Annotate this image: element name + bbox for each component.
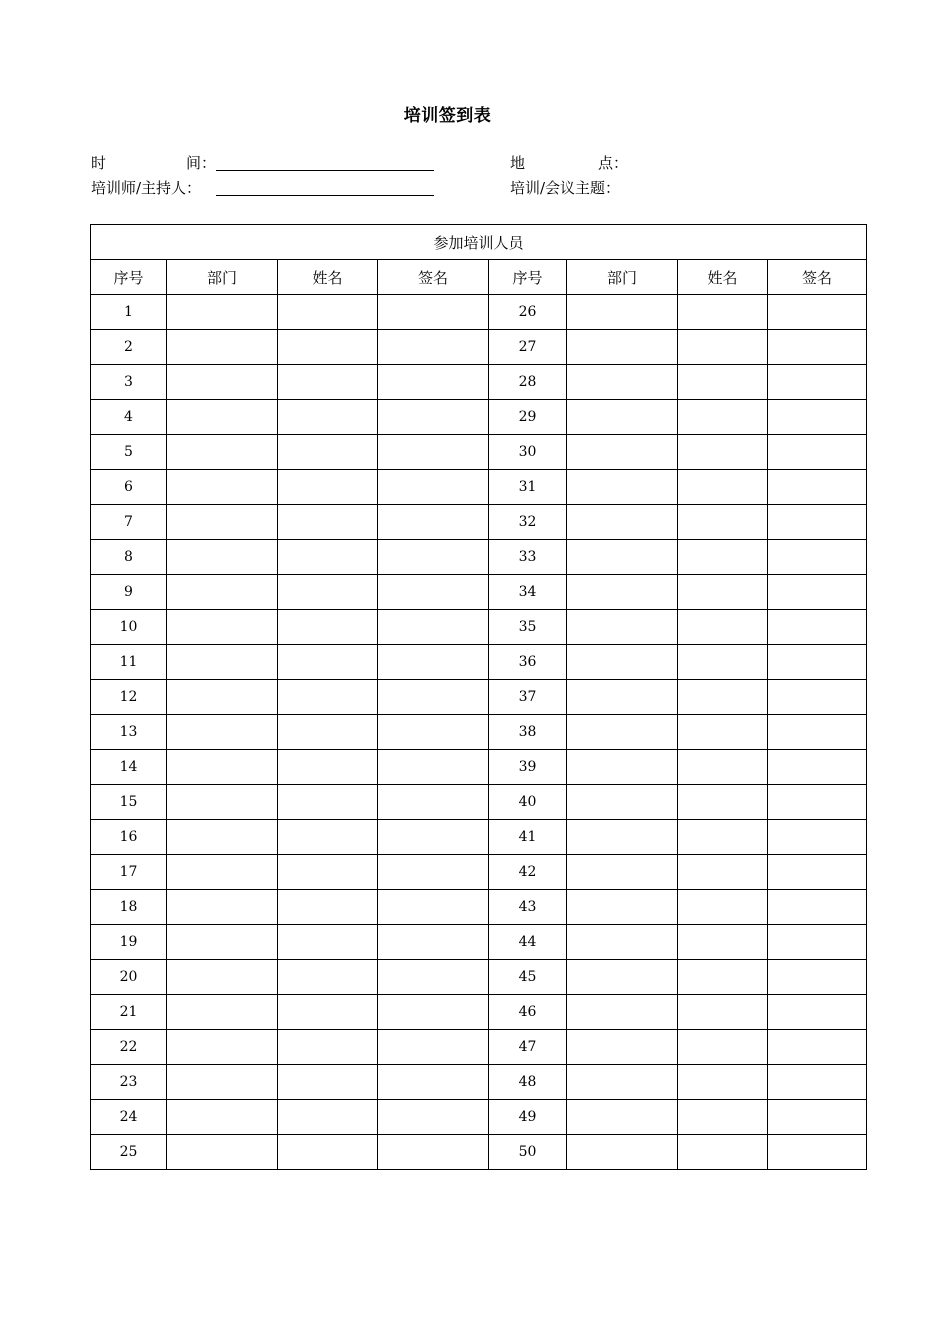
name-cell-right[interactable] bbox=[678, 610, 768, 645]
dept-cell-right[interactable] bbox=[567, 1100, 678, 1135]
time-label-part-1: 时 bbox=[91, 154, 107, 172]
name-cell-right[interactable] bbox=[678, 680, 768, 715]
table-row bbox=[91, 680, 867, 715]
dept-cell-left[interactable] bbox=[167, 505, 278, 540]
sign-cell-right[interactable] bbox=[768, 365, 867, 400]
sign-cell-right[interactable] bbox=[768, 1100, 867, 1135]
dept-cell-right[interactable] bbox=[567, 960, 678, 995]
table-row bbox=[91, 470, 867, 505]
sign-cell-left[interactable] bbox=[378, 925, 489, 960]
seq-cell-right: 46 bbox=[489, 995, 567, 1030]
name-cell-left[interactable] bbox=[278, 470, 378, 505]
dept-cell-right[interactable] bbox=[567, 680, 678, 715]
seq-cell-left: 7 bbox=[91, 505, 167, 540]
table-row bbox=[91, 1030, 867, 1065]
dept-cell-left[interactable] bbox=[167, 295, 278, 330]
name-cell-right[interactable] bbox=[678, 1030, 768, 1065]
col-header-name-right: 姓名 bbox=[678, 260, 768, 295]
name-cell-right[interactable] bbox=[678, 820, 768, 855]
col-header-sign-right: 签名 bbox=[768, 260, 867, 295]
dept-cell-right[interactable] bbox=[567, 330, 678, 365]
dept-cell-left[interactable] bbox=[167, 1135, 278, 1170]
dept-cell-right[interactable] bbox=[567, 820, 678, 855]
seq-cell-left: 13 bbox=[91, 715, 167, 750]
sign-cell-right[interactable] bbox=[768, 995, 867, 1030]
time-label-part-2: 间： bbox=[185, 154, 216, 172]
seq-cell-right: 29 bbox=[489, 400, 567, 435]
dept-cell-left[interactable] bbox=[167, 330, 278, 365]
seq-cell-right: 43 bbox=[489, 890, 567, 925]
seq-cell-right: 42 bbox=[489, 855, 567, 890]
seq-cell-left: 11 bbox=[91, 645, 167, 680]
name-cell-left[interactable] bbox=[278, 645, 378, 680]
seq-cell-right: 41 bbox=[489, 820, 567, 855]
dept-cell-right[interactable] bbox=[567, 855, 678, 890]
sign-cell-right[interactable] bbox=[768, 540, 867, 575]
sign-cell-left[interactable] bbox=[378, 820, 489, 855]
name-cell-left[interactable] bbox=[278, 785, 378, 820]
seq-cell-right: 34 bbox=[489, 575, 567, 610]
sign-cell-left[interactable] bbox=[378, 855, 489, 890]
seq-cell-right: 49 bbox=[489, 1100, 567, 1135]
table-row bbox=[91, 365, 867, 400]
host-input-line[interactable] bbox=[216, 195, 434, 196]
sign-cell-right[interactable] bbox=[768, 785, 867, 820]
sign-cell-right[interactable] bbox=[768, 890, 867, 925]
name-cell-right[interactable] bbox=[678, 330, 768, 365]
name-cell-right[interactable] bbox=[678, 1065, 768, 1100]
seq-cell-left: 4 bbox=[91, 400, 167, 435]
table-row bbox=[91, 995, 867, 1030]
seq-cell-left: 5 bbox=[91, 435, 167, 470]
sign-cell-left[interactable] bbox=[378, 715, 489, 750]
sign-cell-right[interactable] bbox=[768, 715, 867, 750]
seq-cell-right: 28 bbox=[489, 365, 567, 400]
sign-cell-left[interactable] bbox=[378, 400, 489, 435]
name-cell-left[interactable] bbox=[278, 1065, 378, 1100]
sign-cell-left[interactable] bbox=[378, 365, 489, 400]
dept-cell-left[interactable] bbox=[167, 540, 278, 575]
dept-cell-left[interactable] bbox=[167, 890, 278, 925]
sign-cell-left[interactable] bbox=[378, 330, 489, 365]
dept-cell-left[interactable] bbox=[167, 960, 278, 995]
name-cell-left[interactable] bbox=[278, 400, 378, 435]
dept-cell-right[interactable] bbox=[567, 435, 678, 470]
seq-cell-right: 48 bbox=[489, 1065, 567, 1100]
name-cell-right[interactable] bbox=[678, 365, 768, 400]
sign-cell-right[interactable] bbox=[768, 645, 867, 680]
name-cell-right[interactable] bbox=[678, 750, 768, 785]
dept-cell-left[interactable] bbox=[167, 855, 278, 890]
table-row bbox=[91, 715, 867, 750]
name-cell-right[interactable] bbox=[678, 575, 768, 610]
seq-cell-left: 8 bbox=[91, 540, 167, 575]
sign-cell-left[interactable] bbox=[378, 435, 489, 470]
name-cell-right[interactable] bbox=[678, 505, 768, 540]
dept-cell-left[interactable] bbox=[167, 680, 278, 715]
dept-cell-right[interactable] bbox=[567, 505, 678, 540]
sign-cell-left[interactable] bbox=[378, 470, 489, 505]
info-row-host-topic bbox=[91, 177, 871, 199]
sign-cell-right[interactable] bbox=[768, 470, 867, 505]
dept-cell-right[interactable] bbox=[567, 750, 678, 785]
name-cell-left[interactable] bbox=[278, 330, 378, 365]
name-cell-right[interactable] bbox=[678, 1135, 768, 1170]
location-label bbox=[510, 152, 628, 173]
col-header-seq-left: 序号 bbox=[91, 260, 167, 295]
dept-cell-right[interactable] bbox=[567, 1030, 678, 1065]
seq-cell-right: 47 bbox=[489, 1030, 567, 1065]
sign-cell-right[interactable] bbox=[768, 400, 867, 435]
seq-cell-left: 1 bbox=[91, 295, 167, 330]
sign-cell-right[interactable] bbox=[768, 680, 867, 715]
col-header-seq-right: 序号 bbox=[489, 260, 567, 295]
name-cell-left[interactable] bbox=[278, 680, 378, 715]
name-cell-left[interactable] bbox=[278, 750, 378, 785]
sign-cell-left[interactable] bbox=[378, 1135, 489, 1170]
dept-cell-right[interactable] bbox=[567, 540, 678, 575]
sign-cell-left[interactable] bbox=[378, 1030, 489, 1065]
seq-cell-right: 37 bbox=[489, 680, 567, 715]
sign-cell-left[interactable] bbox=[378, 960, 489, 995]
sign-cell-right[interactable] bbox=[768, 750, 867, 785]
dept-cell-left[interactable] bbox=[167, 715, 278, 750]
dept-cell-left[interactable] bbox=[167, 610, 278, 645]
seq-cell-left: 16 bbox=[91, 820, 167, 855]
table-row bbox=[91, 610, 867, 645]
name-cell-right[interactable] bbox=[678, 540, 768, 575]
table-row bbox=[91, 505, 867, 540]
seq-cell-left: 24 bbox=[91, 1100, 167, 1135]
seq-cell-right: 38 bbox=[489, 715, 567, 750]
dept-cell-left[interactable] bbox=[167, 750, 278, 785]
table-row bbox=[91, 295, 867, 330]
table-row bbox=[91, 750, 867, 785]
sign-cell-left[interactable] bbox=[378, 610, 489, 645]
name-cell-right[interactable] bbox=[678, 470, 768, 505]
table-body bbox=[91, 295, 867, 1170]
sign-cell-right[interactable] bbox=[768, 505, 867, 540]
dept-cell-right[interactable] bbox=[567, 1065, 678, 1100]
dept-cell-right[interactable] bbox=[567, 995, 678, 1030]
seq-cell-left: 22 bbox=[91, 1030, 167, 1065]
name-cell-right[interactable] bbox=[678, 890, 768, 925]
col-header-dept-right: 部门 bbox=[567, 260, 678, 295]
name-cell-right[interactable] bbox=[678, 435, 768, 470]
sign-cell-right[interactable] bbox=[768, 960, 867, 995]
sign-cell-left[interactable] bbox=[378, 575, 489, 610]
seq-cell-left: 17 bbox=[91, 855, 167, 890]
seq-cell-left: 6 bbox=[91, 470, 167, 505]
sign-cell-left[interactable] bbox=[378, 505, 489, 540]
seq-cell-left: 12 bbox=[91, 680, 167, 715]
dept-cell-right[interactable] bbox=[567, 925, 678, 960]
dept-cell-right[interactable] bbox=[567, 400, 678, 435]
name-cell-left[interactable] bbox=[278, 820, 378, 855]
table-row bbox=[91, 960, 867, 995]
location-label-part-2: 点： bbox=[597, 154, 628, 172]
name-cell-right[interactable] bbox=[678, 960, 768, 995]
sign-cell-left[interactable] bbox=[378, 540, 489, 575]
seq-cell-right: 27 bbox=[489, 330, 567, 365]
sign-cell-right[interactable] bbox=[768, 330, 867, 365]
table-row bbox=[91, 575, 867, 610]
name-cell-left[interactable] bbox=[278, 295, 378, 330]
seq-cell-left: 10 bbox=[91, 610, 167, 645]
sign-cell-left[interactable] bbox=[378, 890, 489, 925]
name-cell-left[interactable] bbox=[278, 540, 378, 575]
name-cell-left[interactable] bbox=[278, 1030, 378, 1065]
name-cell-left[interactable] bbox=[278, 715, 378, 750]
dept-cell-left[interactable] bbox=[167, 1100, 278, 1135]
seq-cell-right: 39 bbox=[489, 750, 567, 785]
table-row bbox=[91, 540, 867, 575]
dept-cell-left[interactable] bbox=[167, 470, 278, 505]
sign-cell-left[interactable] bbox=[378, 995, 489, 1030]
name-cell-right[interactable] bbox=[678, 1100, 768, 1135]
dept-cell-left[interactable] bbox=[167, 1065, 278, 1100]
group-header: 参加培训人员 bbox=[91, 225, 867, 260]
name-cell-left[interactable] bbox=[278, 435, 378, 470]
seq-cell-right: 31 bbox=[489, 470, 567, 505]
seq-cell-right: 26 bbox=[489, 295, 567, 330]
sign-cell-right[interactable] bbox=[768, 295, 867, 330]
name-cell-left[interactable] bbox=[278, 505, 378, 540]
dept-cell-left[interactable] bbox=[167, 575, 278, 610]
dept-cell-left[interactable] bbox=[167, 645, 278, 680]
sign-cell-right[interactable] bbox=[768, 925, 867, 960]
table-row bbox=[91, 400, 867, 435]
dept-cell-right[interactable] bbox=[567, 715, 678, 750]
name-cell-right[interactable] bbox=[678, 295, 768, 330]
column-header-row bbox=[91, 260, 867, 295]
seq-cell-left: 21 bbox=[91, 995, 167, 1030]
col-header-name-left: 姓名 bbox=[278, 260, 378, 295]
table-row bbox=[91, 1135, 867, 1170]
sign-cell-left[interactable] bbox=[378, 680, 489, 715]
dept-cell-left[interactable] bbox=[167, 400, 278, 435]
seq-cell-right: 35 bbox=[489, 610, 567, 645]
dept-cell-right[interactable] bbox=[567, 365, 678, 400]
seq-cell-right: 50 bbox=[489, 1135, 567, 1170]
dept-cell-right[interactable] bbox=[567, 470, 678, 505]
info-row-time-location bbox=[91, 152, 871, 174]
seq-cell-right: 32 bbox=[489, 505, 567, 540]
topic-label: 培训/会议主题： bbox=[510, 179, 621, 197]
sign-cell-left[interactable] bbox=[378, 750, 489, 785]
col-header-dept-left: 部门 bbox=[167, 260, 278, 295]
seq-cell-right: 36 bbox=[489, 645, 567, 680]
dept-cell-left[interactable] bbox=[167, 925, 278, 960]
name-cell-left[interactable] bbox=[278, 890, 378, 925]
name-cell-right[interactable] bbox=[678, 995, 768, 1030]
seq-cell-right: 45 bbox=[489, 960, 567, 995]
page-title: 培训签到表 bbox=[403, 106, 492, 126]
sign-cell-right[interactable] bbox=[768, 820, 867, 855]
seq-cell-left: 23 bbox=[91, 1065, 167, 1100]
seq-cell-right: 30 bbox=[489, 435, 567, 470]
dept-cell-right[interactable] bbox=[567, 645, 678, 680]
time-label bbox=[91, 152, 216, 173]
dept-cell-left[interactable] bbox=[167, 435, 278, 470]
table-row bbox=[91, 1100, 867, 1135]
name-cell-left[interactable] bbox=[278, 1100, 378, 1135]
name-cell-left[interactable] bbox=[278, 610, 378, 645]
seq-cell-left: 2 bbox=[91, 330, 167, 365]
table-row bbox=[91, 435, 867, 470]
sign-cell-left[interactable] bbox=[378, 295, 489, 330]
seq-cell-left: 19 bbox=[91, 925, 167, 960]
sign-cell-right[interactable] bbox=[768, 1030, 867, 1065]
dept-cell-left[interactable] bbox=[167, 820, 278, 855]
name-cell-left[interactable] bbox=[278, 960, 378, 995]
host-label: 培训师/主持人： bbox=[91, 179, 202, 197]
dept-cell-right[interactable] bbox=[567, 295, 678, 330]
dept-cell-left[interactable] bbox=[167, 995, 278, 1030]
name-cell-left[interactable] bbox=[278, 925, 378, 960]
sign-cell-left[interactable] bbox=[378, 645, 489, 680]
seq-cell-left: 15 bbox=[91, 785, 167, 820]
name-cell-left[interactable] bbox=[278, 855, 378, 890]
dept-cell-left[interactable] bbox=[167, 365, 278, 400]
name-cell-left[interactable] bbox=[278, 365, 378, 400]
time-input-line[interactable] bbox=[216, 170, 434, 171]
name-cell-left[interactable] bbox=[278, 995, 378, 1030]
sign-cell-right[interactable] bbox=[768, 435, 867, 470]
table-row bbox=[91, 855, 867, 890]
dept-cell-right[interactable] bbox=[567, 785, 678, 820]
location-label-part-1: 地 bbox=[510, 154, 526, 172]
table-row bbox=[91, 785, 867, 820]
sign-cell-right[interactable] bbox=[768, 575, 867, 610]
sign-cell-right[interactable] bbox=[768, 855, 867, 890]
table-row bbox=[91, 645, 867, 680]
sign-in-table bbox=[90, 224, 867, 1170]
seq-cell-left: 20 bbox=[91, 960, 167, 995]
dept-cell-right[interactable] bbox=[567, 890, 678, 925]
seq-cell-left: 9 bbox=[91, 575, 167, 610]
dept-cell-left[interactable] bbox=[167, 785, 278, 820]
table-row bbox=[91, 925, 867, 960]
sign-cell-right[interactable] bbox=[768, 1135, 867, 1170]
name-cell-right[interactable] bbox=[678, 645, 768, 680]
dept-cell-right[interactable] bbox=[567, 575, 678, 610]
name-cell-right[interactable] bbox=[678, 400, 768, 435]
table-row bbox=[91, 890, 867, 925]
dept-cell-right[interactable] bbox=[567, 1135, 678, 1170]
name-cell-right[interactable] bbox=[678, 855, 768, 890]
seq-cell-right: 40 bbox=[489, 785, 567, 820]
sign-cell-right[interactable] bbox=[768, 1065, 867, 1100]
sign-cell-left[interactable] bbox=[378, 1100, 489, 1135]
table-row bbox=[91, 820, 867, 855]
col-header-sign-left: 签名 bbox=[378, 260, 489, 295]
seq-cell-right: 44 bbox=[489, 925, 567, 960]
seq-cell-left: 18 bbox=[91, 890, 167, 925]
dept-cell-left[interactable] bbox=[167, 1030, 278, 1065]
sign-cell-left[interactable] bbox=[378, 785, 489, 820]
table-row bbox=[91, 1065, 867, 1100]
name-cell-left[interactable] bbox=[278, 1135, 378, 1170]
seq-cell-right: 33 bbox=[489, 540, 567, 575]
sign-cell-left[interactable] bbox=[378, 1065, 489, 1100]
name-cell-right[interactable] bbox=[678, 785, 768, 820]
seq-cell-left: 25 bbox=[91, 1135, 167, 1170]
table-row bbox=[91, 330, 867, 365]
seq-cell-left: 3 bbox=[91, 365, 167, 400]
dept-cell-right[interactable] bbox=[567, 610, 678, 645]
seq-cell-left: 14 bbox=[91, 750, 167, 785]
sign-cell-right[interactable] bbox=[768, 610, 867, 645]
name-cell-right[interactable] bbox=[678, 925, 768, 960]
name-cell-right[interactable] bbox=[678, 715, 768, 750]
name-cell-left[interactable] bbox=[278, 575, 378, 610]
